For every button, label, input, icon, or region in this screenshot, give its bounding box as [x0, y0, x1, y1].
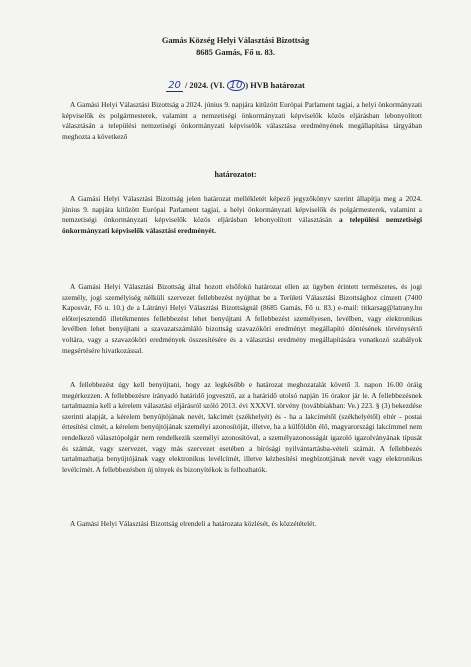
decision-number [0, 80, 471, 92]
section-title: határozatot: [214, 170, 257, 179]
closing-paragraph: A Gamási Helyi Választási Bizottság elrendeli a határozata közlését, és közzétételét. [70, 519, 317, 528]
appeal-rules-paragraph: A fellebbezést úgy kell benyújtani, hogy az legkésőbb e határozat meghozatalát követő 3. napon 16.00 óráig megérkezzen. A fellebbezésre irányadó határidő jogvesztő, az a határidő utolsó napján 16 órakor jár le. A fellebbezésnek tartalmaznia kell a kérelem választási eljárásról szóló 2013. évi XXXVI. törvény (továbbiakban: Ve.) 223. § (3) bekezdése szerinti alapját, a kérelem benyújtójának nevét, lakcímét (székhelyét) és - ha a lakcímétől (székhelyétől) eltér - postai értesítési címét, a kérelem benyújtójának személyi azonosítóját, illetve, ha a külföldön élő, magyarországi lakcímmel nem rendelkező választópolgár nem rendelkezik személyi azonosítóval, a személyazonosságát igazoló igazolványának típusát és számát, vagy szervezet, vagy más szervezet esetében a bírósági nyilvántartásba-vételi számát. A fellebbezés tartalmazhatja benyújtójának vagy elektronikus levélcímét, illetve kézbesítési megbízottjának nevét vagy elektronikus levélcímét. A fellebbezésben új tények és bizonyítékok is felhozhatók. [62, 380, 422, 474]
decision-paragraph [62, 194, 422, 236]
decision-bold: a települési nemzetiségi önkormányzati képviselők választási eredményét. [62, 215, 422, 235]
handwritten-number: 20 [168, 80, 181, 91]
appeal-info-paragraph: A Gamási Helyi Választási Bizottság által hozott elsőfokú határozat ellen az ügyben érintett természetes, és jogi személy, jogi személyiség nélküli szervezet fellebbezést nyújthat be a Területi Választási Bizottsághoz címzett (7400 Kaposvár, Fő u. 10.) de a Látrányi Helyi Választási Bizottságnál (8685 Gamás, Fő u. 83.) e-mail: titkarsag@latrany.hu előterjesztendő illetékmentes fellebbezést lehet benyújtani A fellebbezést személyesen, levélben, vagy elektronikus levélben lehet benyújtani a szavazatszámláló bizottság szavazóköri eredményt megállapító döntésének törvénysértő voltára, vagy a szavazóköri eredmények összesítésére és a választási eredmény megállapítására vonatkozó szabályok megsértésére hivatkozással. [62, 282, 422, 355]
decision-text: A Gamási Helyi Választási Bizottság jelen határozat mellékletét képező jegyzőkönyv szerint állapítja meg a 2024. június 9. napjára kitűzött Európai Parlament tagjai, a helyi önkormányzati képviselők és polgármesterek, valamint a nemzetiségi önkormányzati képviselők közös eljárásban lebonyolított választásán [62, 194, 422, 225]
committee-name: Gamás Község Helyi Választási Bizottság [161, 36, 310, 45]
handwritten-day: 10 [227, 80, 246, 91]
document-header [0, 35, 471, 58]
committee-address: 8685 Gamás, Fő u. 83. [196, 47, 275, 57]
intro-paragraph: A Gamási Helyi Választási Bizottság a 2024. június 9. napjára kitűzött Európai Parlament tagjai, a helyi önkormányzati képviselők és polgármesterek, valamint a nemzetiségi önkormányzati képviselők közös eljárásban lebonyolított választásán a települési nemzetiségi önkormányzati képviselők választása eredményének megállapítása tárgyában meghozta a következő [62, 100, 422, 141]
decision-number-middle: / 2024. (VI. [182, 81, 227, 90]
decision-number-suffix: ) HVB határozat [245, 81, 305, 90]
